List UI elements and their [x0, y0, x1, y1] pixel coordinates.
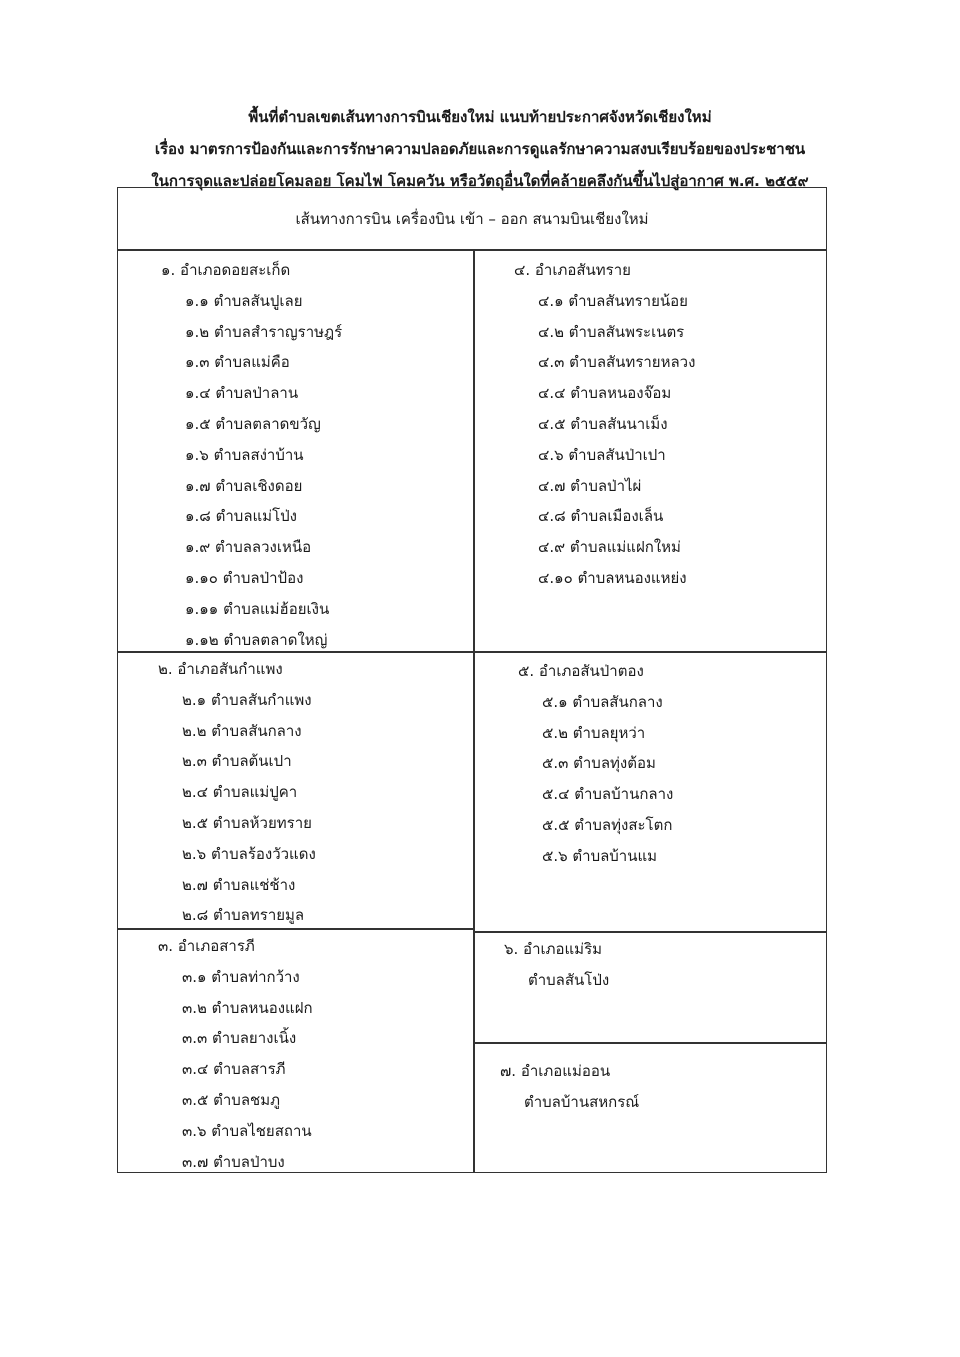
subdistrict-item: ๔.๒ ตำบลสันพระเนตร: [538, 322, 685, 341]
district-block-4: [514, 255, 695, 594]
district-block-1: [161, 255, 342, 655]
district-block-6: [504, 934, 609, 996]
subdistrict-item: ๓.๕ ตำบลชมภู: [182, 1090, 280, 1109]
right-divider-3: [474, 1042, 826, 1044]
subdistrict-item: ตำบลสันโป่ง: [528, 970, 610, 989]
subdistrict-item: ๑.๖ ตำบลสง่าบ้าน: [185, 445, 304, 464]
subdistrict-item: ๔.๑๐ ตำบลหนองแหย่ง: [538, 568, 687, 587]
subdistrict-item: ๒.๑ ตำบลสันกำแพง: [182, 690, 312, 709]
subdistrict-item: ๕.๒ ตำบลยุหว่า: [542, 723, 646, 742]
subdistrict-item: ๔.๑ ตำบลสันทรายน้อย: [538, 291, 688, 310]
subdistrict-item: ๕.๑ ตำบลสันกลาง: [542, 692, 663, 711]
subdistrict-item: ๔.๙ ตำบลแม่แฝกใหม่: [538, 538, 681, 557]
subdistrict-item: ๑.๑ ตำบลสันปูเลย: [185, 291, 303, 310]
district-name: ๖. อำเภอแม่ริม: [504, 940, 603, 958]
subdistrict-item: ๑.๒ ตำบลสำราญราษฎร์: [185, 322, 343, 341]
subdistrict-item: ๑.๑๐ ตำบลป่าป้อง: [185, 568, 304, 587]
subdistrict-item: ๔.๗ ตำบลป่าไผ่: [538, 476, 642, 495]
subdistrict-item: ๓.๒ ตำบลหนองแฝก: [182, 998, 313, 1017]
subdistrict-item: ๓.๓ ตำบลยางเนิ้ง: [182, 1029, 297, 1048]
district-block-2: [158, 654, 316, 931]
heading-line-2: เรื่อง มาตรการป้องกันและการรักษาความปลอดภัยและการดูแลรักษาความสงบเรียบร้อยของประชาชน: [154, 140, 806, 158]
subdistrict-item: ๕.๔ ตำบลบ้านกลาง: [542, 785, 674, 804]
subdistrict-item: ๓.๖ ตำบลไชยสถาน: [182, 1121, 312, 1140]
district-name: ๓. อำเภอสารภี: [158, 937, 255, 955]
column-divider: [473, 250, 475, 1172]
subdistrict-item: ๑.๑๒ ตำบลตลาดใหญ่: [185, 630, 328, 649]
subdistrict-item: ๔.๘ ตำบลเมืองเล็น: [538, 507, 664, 526]
subdistrict-item: ๑.๓ ตำบลแม่คือ: [185, 353, 290, 372]
subdistrict-item: ๔.๓ ตำบลสันทรายหลวง: [538, 353, 696, 372]
subdistrict-item: ๑.๗ ตำบลเชิงดอย: [185, 476, 303, 495]
subdistrict-item: ๑.๙ ตำบลลวงเหนือ: [185, 538, 312, 557]
subdistrict-item: ๒.๗ ตำบลแช่ช้าง: [182, 875, 296, 894]
subdistrict-item: ๕.๖ ตำบลบ้านแม: [542, 846, 658, 865]
subdistrict-item: ๑.๘ ตำบลแม่โป่ง: [185, 507, 297, 526]
subdistrict-item: ๕.๓ ตำบลทุ่งต้อม: [542, 754, 656, 773]
right-divider-2: [474, 931, 826, 933]
subdistrict-item: ๑.๕ ตำบลตลาดขวัญ: [185, 414, 321, 433]
heading-line-3: ในการจุดและปล่อยโคมลอย โคมไฟ โคมควัน หรือวัตถุอื่นใดที่คล้ายคลึงกันขึ้นไปสู่อากาศ พ.ศ. ๒๕๕๙: [151, 172, 809, 190]
subdistrict-item: ๒.๒ ตำบลสันกลาง: [182, 721, 302, 740]
subdistrict-item: ๓.๔ ตำบลสารภี: [182, 1060, 286, 1079]
subdistrict-item: ๒.๖ ตำบลร้องวัวแดง: [182, 844, 316, 863]
district-name: ๕. อำเภอสันป่าตอง: [518, 662, 644, 680]
subdistrict-item: ๒.๔ ตำบลแม่ปูคา: [182, 783, 298, 802]
title-divider: [118, 249, 826, 251]
subdistrict-item: ตำบลบ้านสหกรณ์: [524, 1092, 640, 1111]
right-divider-1: [474, 651, 826, 653]
district-block-3: [158, 931, 313, 1177]
district-table: [117, 187, 827, 1173]
subdistrict-item: ๔.๔ ตำบลหนองจ๊อม: [538, 384, 672, 403]
district-block-5: [518, 656, 673, 872]
subdistrict-item: ๒.๘ ตำบลทรายมูล: [182, 906, 305, 925]
subdistrict-item: ๓.๑ ตำบลท่ากว้าง: [182, 967, 300, 986]
district-name: ๔. อำเภอสันทราย: [514, 261, 631, 279]
route-title: เส้นทางการบิน เครื่องบิน เข้า – ออก สนามบินเชียงใหม่: [295, 210, 649, 228]
district-name: ๒. อำเภอสันกำแพง: [158, 660, 283, 678]
subdistrict-item: ๕.๕ ตำบลทุ่งสะโตก: [542, 815, 673, 834]
district-name: ๗. อำเภอแม่ออน: [500, 1062, 611, 1080]
heading-line-1: พื้นที่ตำบลเขตเส้นทางการบินเชียงใหม่ แนบท้ายประกาศจังหวัดเชียงใหม่: [248, 108, 712, 126]
subdistrict-item: ๒.๕ ตำบลห้วยทราย: [182, 813, 312, 832]
district-name: ๑. อำเภอดอยสะเก็ด: [161, 261, 291, 279]
subdistrict-item: ๑.๑๑ ตำบลแม่ฮ้อยเงิน: [185, 599, 330, 618]
document-heading: [0, 101, 960, 197]
subdistrict-item: ๑.๔ ตำบลป่าลาน: [185, 384, 299, 403]
subdistrict-item: ๔.๖ ตำบลสันป่าเปา: [538, 445, 666, 464]
subdistrict-item: ๔.๕ ตำบลสันนาเม็ง: [538, 414, 668, 433]
subdistrict-item: ๒.๓ ตำบลต้นเปา: [182, 752, 292, 771]
subdistrict-item: ๓.๗ ตำบลป่าบง: [182, 1152, 285, 1171]
district-block-7: [500, 1056, 639, 1118]
